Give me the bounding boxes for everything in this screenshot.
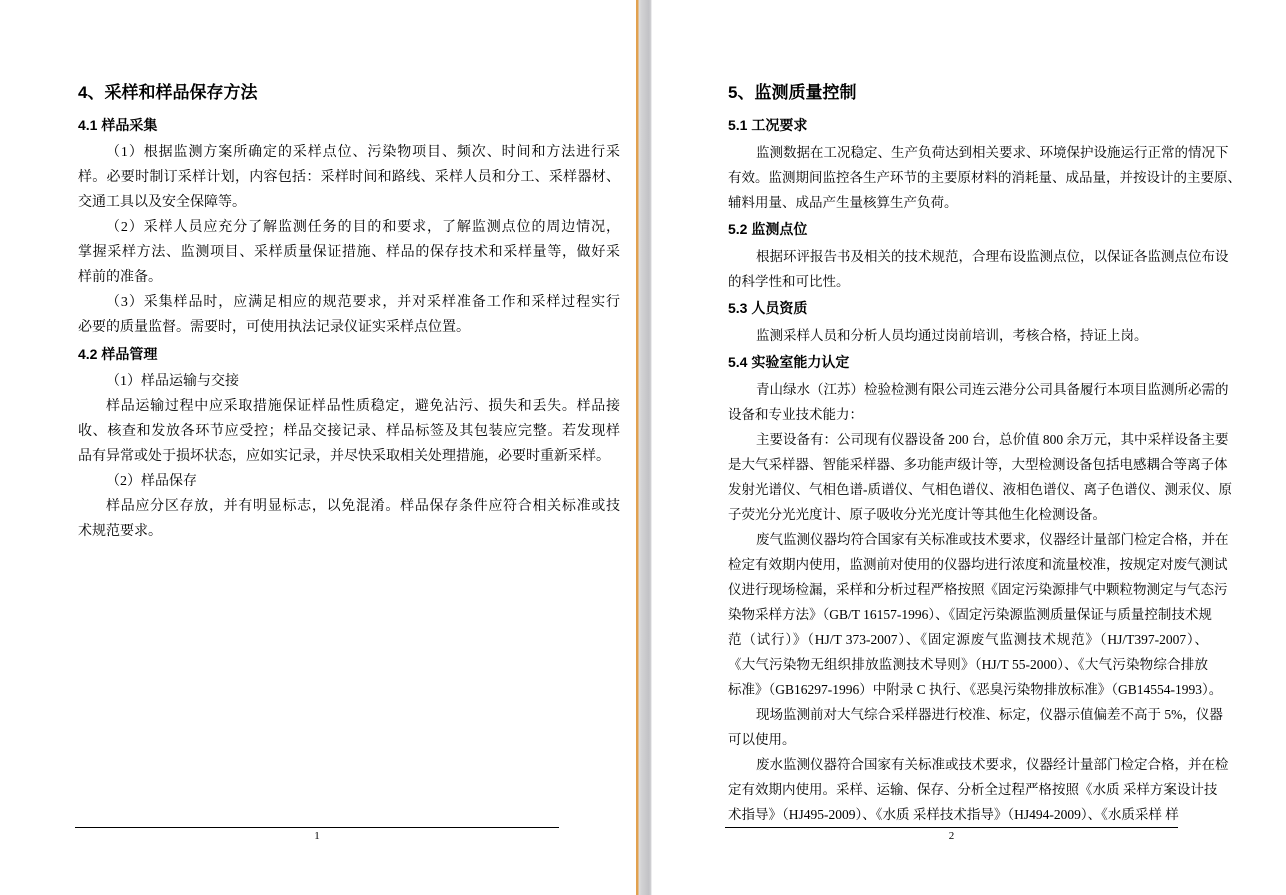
body-line: 监测采样人员和分析人员均通过岗前培训，考核合格，持证上岗。 (756, 328, 1148, 343)
body-line: 主要设备有：公司现有仪器设备 200 台，总价值 800 余万元，其中采样设备主要 (756, 432, 1229, 447)
section-heading: 5.3 人员资质 (728, 300, 808, 316)
body-line: （1）根据监测方案所确定的采样点位、污染物项目、频次、时间和方法进行采 (106, 145, 620, 160)
body-line: （2）采样人员应充分了解监测任务的目的和要求，了解监测点位的周边情况， (106, 220, 620, 235)
body-line: 仪进行现场检漏，采样和分析过程严格按照《固定污染源排气中颗粒物测定与气态污 (728, 582, 1228, 597)
section-heading: 5.1 工况要求 (728, 117, 808, 133)
body-line: 样品运输过程中应采取措施保证样品性质稳定，避免沾污、损失和丢失。样品接 (106, 399, 620, 414)
page-1 (0, 0, 636, 895)
body-line: 辅料用量、成品产生量核算生产负荷。 (728, 195, 958, 210)
body-line: 设备和专业技术能力： (728, 407, 863, 422)
body-line: 现场监测前对大气综合采样器进行校准、标定，仪器示值偏差不高于 5%，仪器 (756, 707, 1223, 722)
section-heading: 4.1 样品采集 (78, 117, 158, 133)
body-line: （1）样品运输与交接 (106, 374, 239, 389)
body-line: 标准》（GB16297-1996）中附录 C 执行、《恶臭污染物排放标准》（GB14554-1993）。 (728, 682, 1223, 697)
page-divider (636, 0, 652, 895)
body-line: （3）采集样品时，应满足相应的规范要求，并对采样准备工作和采样过程实行 (106, 295, 620, 310)
body-line: 收、核查和发放各环节应受控；样品交接记录、样品标签及其包装应完整。若发现样 (78, 424, 620, 439)
body-line: 有效。监测期间监控各生产环节的主要原材料的消耗量、成品量，并按设计的主要原、 (728, 170, 1241, 185)
body-line: 术指导》（HJ495-2009）、《水质 采样技术指导》（HJ494-2009）、《水质采样 样 (728, 807, 1179, 822)
body-line: 废气监测仪器均符合国家有关标准或技术要求，仪器经计量部门检定合格，并在 (756, 532, 1229, 547)
body-line: 范（试行）》（HJ/T 373-2007）、《固定源废气监测技术规范》（HJ/T397-2007）、 (728, 632, 1208, 647)
body-line: 《大气污染物无组织排放监测技术导则》（HJ/T 55-2000）、《大气污染物综合排放 (728, 657, 1208, 672)
body-line: 样。必要时制订采样计划，内容包括：采样时间和路线、采样人员和分工、采样器材、 (78, 170, 620, 185)
body-line: 样前的准备。 (78, 270, 162, 285)
body-line: 样品应分区存放，并有明显标志，以免混淆。样品保存条件应符合相关标准或技 (106, 499, 620, 514)
body-line: 检定有效期内使用，监测前对使用的仪器均进行浓度和流量校准，按规定对废气测试 (728, 557, 1228, 572)
page-2-content (728, 80, 1241, 827)
chapter-heading: 5、监测质量控制 (728, 83, 857, 102)
body-line: 交通工具以及安全保障等。 (78, 195, 246, 210)
page-1-content (78, 80, 620, 544)
body-line: 的科学性和可比性。 (728, 274, 850, 289)
page-1-page-number: 1 (314, 830, 320, 842)
body-line: 子荧光分光光度计、原子吸收分光光度计等其他生化检测设备。 (728, 507, 1106, 522)
body-line: 青山绿水（江苏）检验检测有限公司连云港分公司具备履行本项目监测所必需的 (756, 382, 1229, 397)
chapter-heading: 4、采样和样品保存方法 (78, 83, 258, 102)
body-line: 发射光谱仪、气相色谱-质谱仪、气相色谱仪、液相色谱仪、离子色谱仪、测汞仪、原 (728, 482, 1232, 497)
body-line: 品有异常或处于损坏状态，应如实记录，并尽快采取相关处理措施，必要时重新采样。 (78, 449, 610, 464)
page-2 (652, 0, 1286, 895)
section-heading: 4.2 样品管理 (78, 346, 158, 362)
body-line: （2）样品保存 (106, 474, 197, 489)
body-line: 监测数据在工况稳定、生产负荷达到相关要求、环境保护设施运行正常的情况下 (756, 145, 1229, 160)
body-line: 定有效期内使用。采样、运输、保存、分析全过程严格按照《水质 采样方案设计技 (728, 782, 1218, 797)
body-line: 术规范要求。 (78, 524, 162, 539)
body-line: 染物采样方法》（GB/T 16157-1996）、《固定污染源监测质量保证与质量控制技术规 (728, 607, 1212, 622)
body-line: 掌握采样方法、监测项目、采样质量保证措施、样品的保存技术和采样量等，做好采 (78, 245, 620, 260)
body-line: 是大气采样器、智能采样器、多功能声级计等，大型检测设备包括电感耦合等离子体 (728, 457, 1228, 472)
section-heading: 5.4 实验室能力认定 (728, 354, 850, 370)
body-line: 根据环评报告书及相关的技术规范，合理布设监测点位，以保证各监测点位布设 (756, 249, 1229, 264)
page-2-page-number: 2 (948, 830, 955, 842)
section-heading: 5.2 监测点位 (728, 221, 808, 237)
body-line: 废水监测仪器符合国家有关标准或技术要求，仪器经计量部门检定合格，并在检 (756, 757, 1229, 772)
body-line: 必要的质量监督。需要时，可使用执法记录仪证实采样点位置。 (78, 320, 470, 335)
body-line: 可以使用。 (728, 732, 796, 747)
